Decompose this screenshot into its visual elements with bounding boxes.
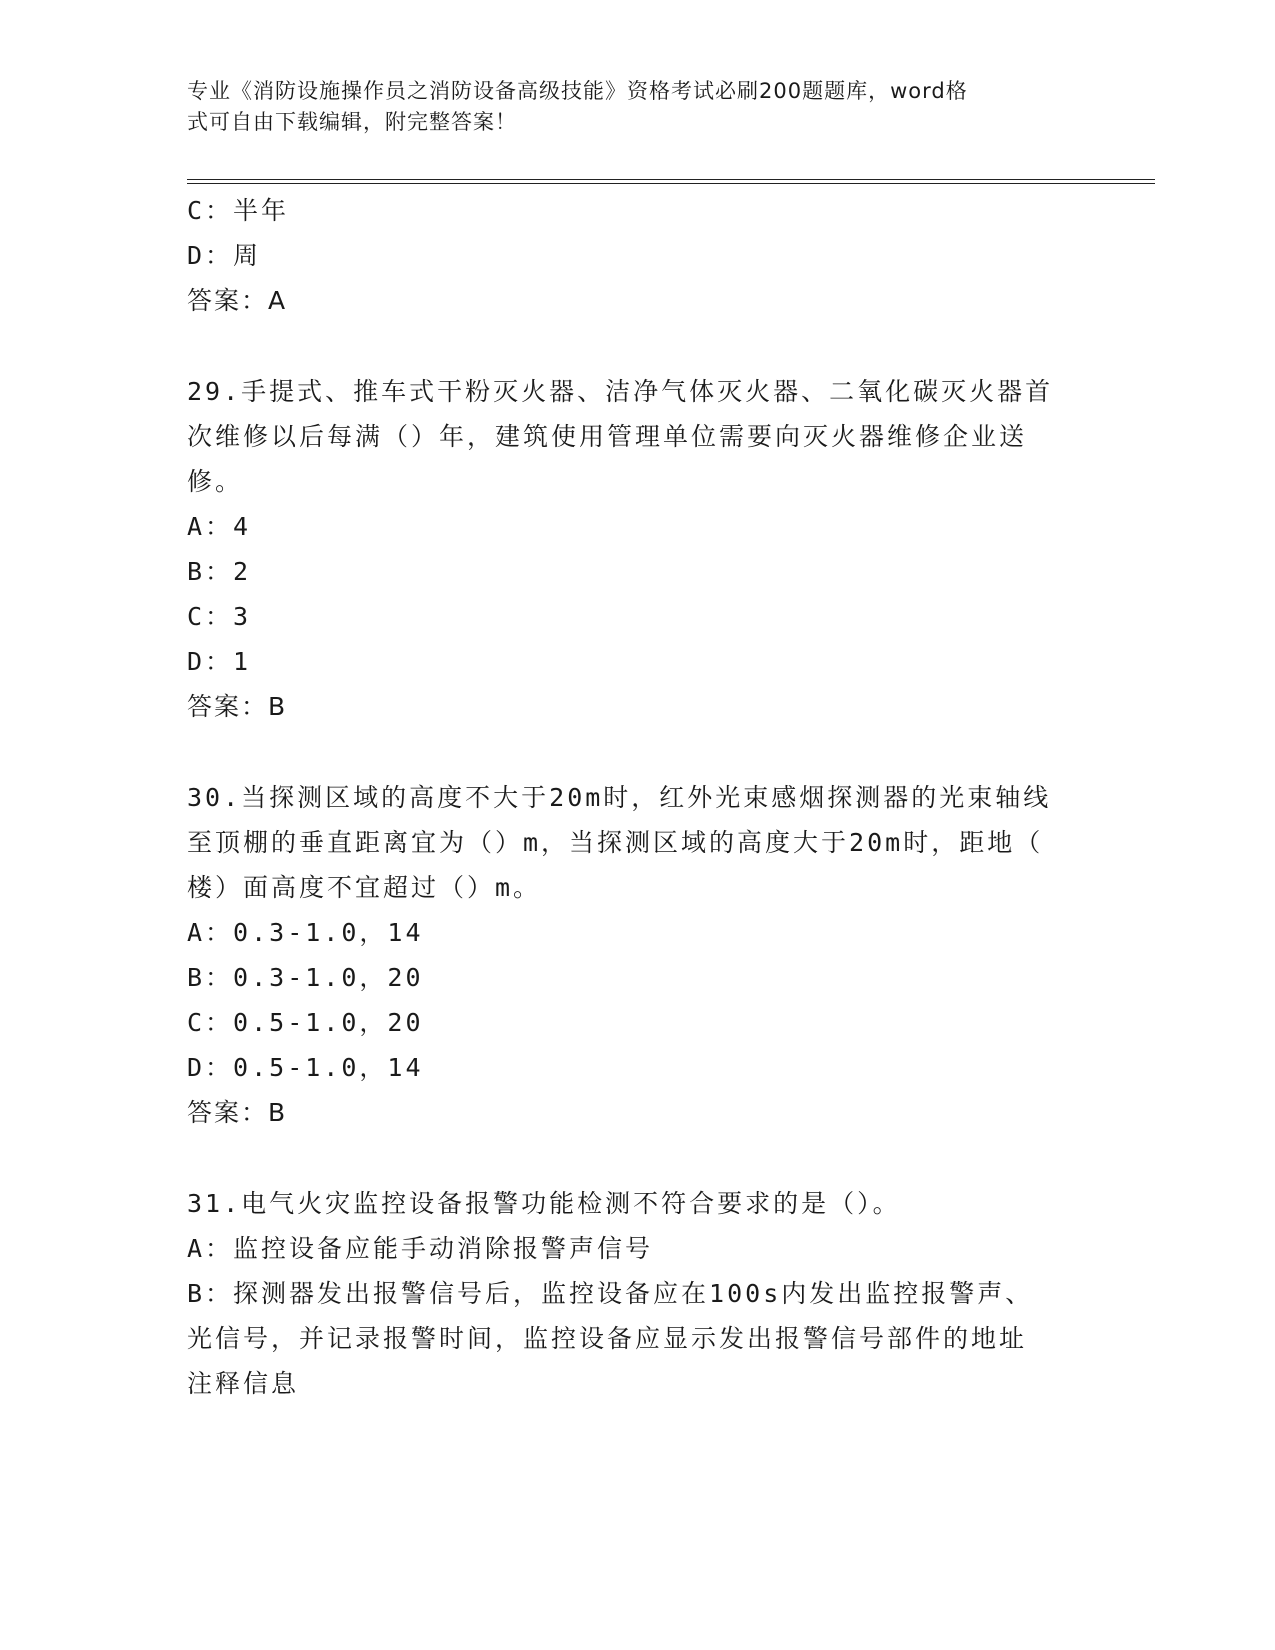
option-c: C：3 <box>187 602 252 631</box>
option-a: A：0.3-1.0，14 <box>187 918 424 947</box>
option-b: B：2 <box>187 557 252 586</box>
question-text-line: 次维修以后每满（）年，建筑使用管理单位需要向灭火器维修企业送 <box>187 422 1028 451</box>
header-line-2: 式可自由下载编辑，附完整答案！ <box>187 110 517 134</box>
question-text-line: 至顶棚的垂直距离宜为（）m，当探测区域的高度大于20m时，距地（ <box>187 828 1044 857</box>
document-header <box>187 76 1067 138</box>
question-text-line: 30.当探测区域的高度不大于20m时，红外光束感烟探测器的光束轴线 <box>187 783 1052 812</box>
option-c: C：半年 <box>187 196 290 225</box>
spacer <box>187 323 1087 369</box>
header-divider-top <box>187 179 1155 180</box>
spacer <box>187 729 1087 775</box>
question-28-tail <box>187 188 1087 323</box>
question-text-line: 29.手提式、推车式干粉灭火器、洁净气体灭火器、二氧化碳灭火器首 <box>187 377 1054 406</box>
option-c: C：0.5-1.0，20 <box>187 1008 424 1037</box>
option-d: D：周 <box>187 241 262 270</box>
question-list <box>187 188 1087 1406</box>
option-b-continued: 光信号，并记录报警时间，监控设备应显示发出报警信号部件的地址 <box>187 1324 1028 1353</box>
question-text-line: 楼）面高度不宜超过（）m。 <box>187 873 542 902</box>
answer-line: 答案：A <box>187 286 288 315</box>
question-text-line: 修。 <box>187 467 244 496</box>
spacer <box>187 1135 1087 1181</box>
answer-line: 答案：B <box>187 1098 288 1127</box>
question-31 <box>187 1181 1087 1406</box>
option-d: D：1 <box>187 647 252 676</box>
header-divider-bottom <box>187 183 1155 184</box>
question-29 <box>187 369 1087 729</box>
header-line-1: 专业《消防设施操作员之消防设备高级技能》资格考试必刷200题题库，word格 <box>187 79 968 103</box>
question-text-line: 31.电气火灾监控设备报警功能检测不符合要求的是（）。 <box>187 1189 901 1218</box>
option-b: B：0.3-1.0，20 <box>187 963 424 992</box>
answer-line: 答案：B <box>187 692 288 721</box>
option-a: A：4 <box>187 512 252 541</box>
option-b: B：探测器发出报警信号后，监控设备应在100s内发出监控报警声、 <box>187 1279 1034 1308</box>
option-b-continued: 注释信息 <box>187 1369 300 1398</box>
question-30 <box>187 775 1087 1135</box>
option-d: D：0.5-1.0，14 <box>187 1053 424 1082</box>
option-a: A：监控设备应能手动消除报警声信号 <box>187 1234 654 1263</box>
